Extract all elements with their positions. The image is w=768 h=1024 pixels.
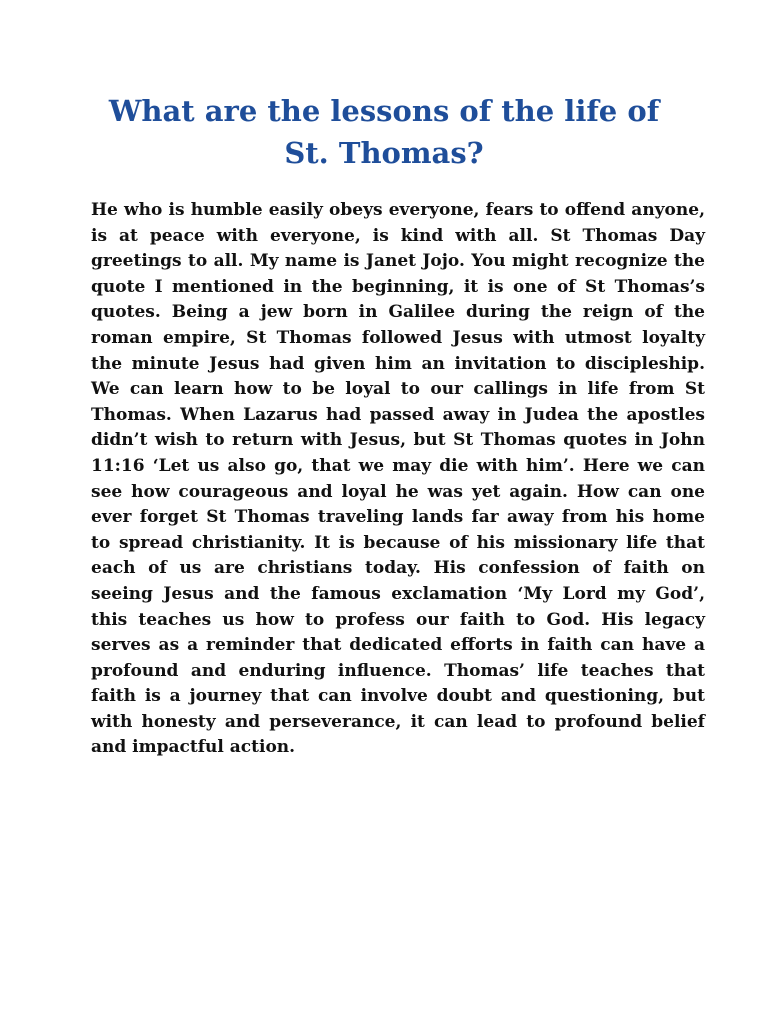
body-paragraph: He who is humble easily obeys everyone, fears to offend anyone, is at peace with everyone, is kind with all. St Thomas Day greetings to all. My name is Janet Jojo. You might recognize the quote I mentioned in the beginning, it is one of St Thomas’s quotes. Being a jew born in Galilee during the reign of the roman empire, St Thomas followed Jesus with utmost loyalty the minute Jesus had given him an invitation to discipleship. We can learn how to be loyal to our callings in life from St Thomas. When Lazarus had passed away in Judea the apostles didn’t wish to return with Jesus, but St Thomas quotes in John 11:16 ‘Let us also go, that we may die with him’. Here we can see how courageous and loyal he was yet again. How can one ever forget St Thomas traveling lands far away from his home to spread christianity. It is because of his missionary life that each of us are christians today. His confession of faith on seeing Jesus and the famous exclamation ‘My Lord my God’, this teaches us how to profess our faith to God. His legacy serves as a reminder that dedicated efforts in faith can have a profound and enduring influence. Thomas’ life teaches that faith is a journey that can involve doubt and questioning, but with honesty and perseverance, it can lead to profound belief and impactful action. <box>91 200 705 758</box>
title-line-1: What are the lessons of the life of <box>108 94 660 128</box>
page-title <box>0 90 768 174</box>
title-line-2: St. Thomas? <box>284 136 484 170</box>
